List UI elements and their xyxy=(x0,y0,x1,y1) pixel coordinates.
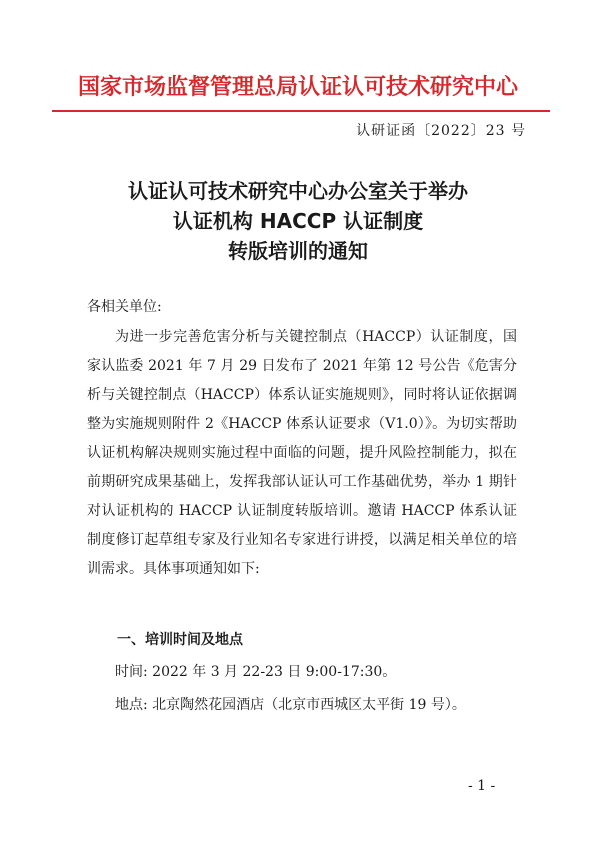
training-place: 地点: 北京陶然花园酒店（北京市西城区太平街 19 号）。 xyxy=(115,697,466,713)
page-number: - 1 - xyxy=(468,778,496,794)
document-number: 认研证函〔2022〕23 号 xyxy=(356,123,526,139)
document-title-line-3: 转版培训的通知 xyxy=(228,239,368,263)
salutation: 各相关单位: xyxy=(87,299,162,315)
letterhead-org-name: 国家市场监督管理总局认证认可技术研究中心 xyxy=(77,75,518,100)
document-title-line-1: 认证认可技术研究中心办公室关于举办 xyxy=(128,179,468,203)
body-paragraph: 为进一步完善危害分析与关键控制点（HACCP）认证制度，国家认监委 2021 年 7 月 29 日发布了 2021 年第 12 号公告《危害分析与关键控制点（HACCP）体系认证实施规则》，同时将认证依据调整为实施规则附件 2《HACCP 体系认证要求（V1.0）》。为切实帮助认证机构解决规则实施过程中面临的问题，提升风险控制能力，拟在前期研究成果基础上，发挥我部认证认可工作基础优势，举办 1 期针对认证机构的 HACCP 认证制度转版培训。邀请 HACCP 体系认证制度修订起草组专家及行业知名专家进行讲授，以满足相关单位的培训需求。具体事项通知如下: xyxy=(87,329,517,577)
training-time: 时间: 2022 年 3 月 22-23 日 9:00-17:30。 xyxy=(115,664,397,680)
section-heading: 一、培训时间及地点 xyxy=(117,632,243,648)
document-title-line-2: 认证机构 HACCP 认证制度 xyxy=(172,209,424,233)
letterhead-red-rule xyxy=(52,110,550,112)
